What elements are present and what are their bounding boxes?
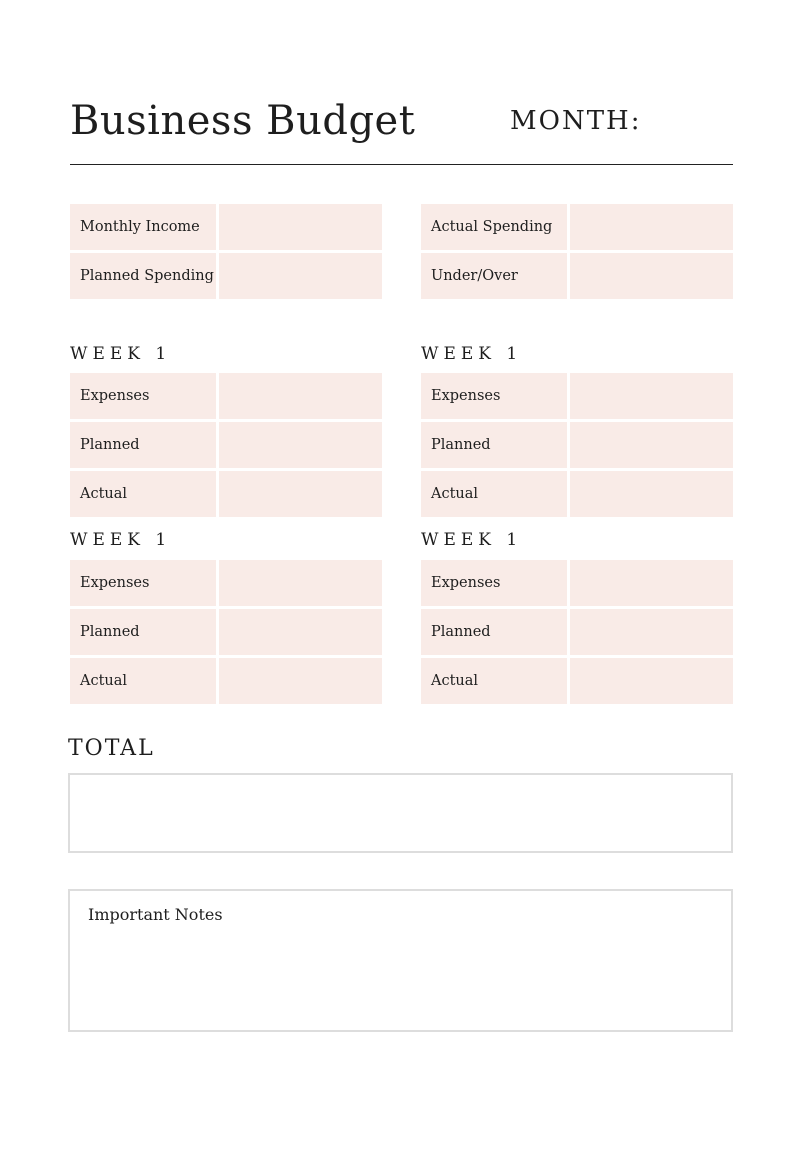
row-label-planned: Planned [70,422,216,468]
week-heading: WEEK 1 [421,344,523,364]
row-label-expenses: Expenses [421,560,567,606]
row-label-planned: Planned [421,422,567,468]
total-box[interactable] [68,773,733,853]
page-title: Business Budget [70,98,416,144]
summary-table-left [70,204,382,299]
summary-table-right [421,204,733,299]
planned-field[interactable] [570,422,733,468]
actual-field[interactable] [570,471,733,517]
week-table [421,560,733,704]
row-label-expenses: Expenses [70,560,216,606]
actual-field[interactable] [570,658,733,704]
row-label-actual: Actual [70,471,216,517]
header-divider [70,164,733,165]
week-heading: WEEK 1 [70,530,172,550]
row-label-expenses: Expenses [70,373,216,419]
row-label-planned: Planned [421,609,567,655]
expenses-field[interactable] [570,560,733,606]
planned-field[interactable] [570,609,733,655]
planned-spending-field[interactable] [219,253,382,299]
row-label-actual: Actual [421,658,567,704]
summary-label-planned-spending: Planned Spending [70,253,216,299]
summary-label-monthly-income: Monthly Income [70,204,216,250]
summary-label-actual-spending: Actual Spending [421,204,567,250]
month-label: MONTH: [510,106,642,136]
notes-label: Important Notes [88,905,223,924]
row-label-planned: Planned [70,609,216,655]
monthly-income-field[interactable] [219,204,382,250]
week-heading: WEEK 1 [421,530,523,550]
actual-field[interactable] [219,471,382,517]
summary-label-under-over: Under/Over [421,253,567,299]
row-label-expenses: Expenses [421,373,567,419]
total-heading: TOTAL [68,736,155,761]
row-label-actual: Actual [421,471,567,517]
week-heading: WEEK 1 [70,344,172,364]
planned-field[interactable] [219,422,382,468]
week-table [70,560,382,704]
notes-box[interactable] [68,889,733,1032]
under-over-field[interactable] [570,253,733,299]
planned-field[interactable] [219,609,382,655]
expenses-field[interactable] [219,560,382,606]
row-label-actual: Actual [70,658,216,704]
week-table [70,373,382,517]
actual-field[interactable] [219,658,382,704]
actual-spending-field[interactable] [570,204,733,250]
week-table [421,373,733,517]
expenses-field[interactable] [570,373,733,419]
expenses-field[interactable] [219,373,382,419]
